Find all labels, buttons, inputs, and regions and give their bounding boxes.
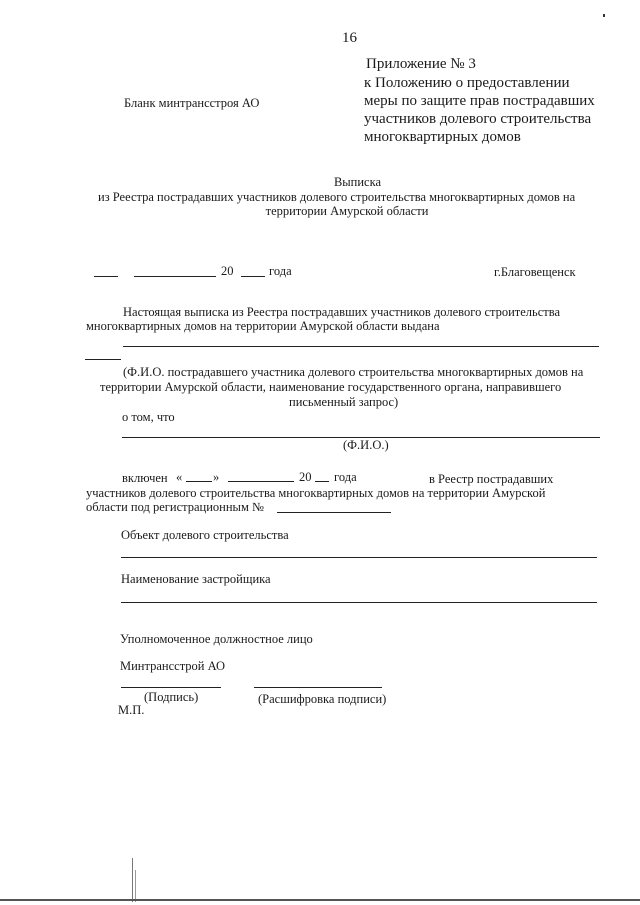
recipient-blank	[123, 346, 599, 347]
inclusion-year-suffix: года	[334, 470, 357, 484]
inclusion-day-blank	[186, 481, 212, 482]
caption-line: (Ф.И.О. пострадавшего участника долевого строительства многоквартирных домов на	[123, 365, 584, 379]
caption-line: письменный запрос)	[289, 395, 399, 409]
year-prefix: 20	[221, 264, 234, 278]
appendix-title: Приложение № 3	[366, 56, 476, 72]
appendix-line: к Положению о предоставлении	[364, 75, 570, 91]
official-label: Уполномоченное должностное лицо	[120, 632, 313, 646]
year-suffix: года	[269, 264, 292, 278]
decoding-caption: (Расшифровка подписи)	[258, 692, 387, 706]
appendix-line: участников долевого строительства	[364, 111, 592, 127]
inclusion-month-blank	[228, 481, 294, 482]
included-word: включен	[122, 471, 168, 485]
page-number: 16	[342, 30, 357, 46]
signature-blank	[121, 687, 221, 688]
inclusion-year-blank	[315, 481, 329, 482]
about-label: о том, что	[122, 410, 175, 424]
city: г.Благовещенск	[494, 265, 576, 279]
caption-line: территории Амурской области, наименование государственного органа, направившего	[100, 380, 562, 394]
registration-number-blank	[277, 512, 391, 513]
year-blank	[241, 276, 265, 277]
scan-mark	[135, 870, 136, 902]
signature-caption: (Подпись)	[144, 690, 199, 704]
day-blank	[94, 276, 118, 277]
decoding-blank	[254, 687, 382, 688]
heading-line: из Реестра пострадавших участников долевого строительства многоквартирных домов на	[98, 190, 576, 204]
month-blank	[134, 276, 216, 277]
fio-caption: (Ф.И.О.)	[343, 438, 389, 452]
registry-text: в Реестр пострадавших	[429, 472, 554, 486]
scan-bottom-edge	[0, 899, 640, 901]
close-quote: »	[213, 470, 220, 484]
appendix-line: многоквартирных домов	[364, 129, 521, 145]
open-quote: «	[176, 470, 183, 484]
object-label: Объект долевого строительства	[121, 528, 289, 542]
developer-label: Наименование застройщика	[121, 572, 271, 586]
recipient-blank-short	[85, 359, 121, 360]
stamp-label: М.П.	[118, 703, 145, 717]
scan-speck	[603, 14, 605, 17]
blank-label: Бланк минтрансстроя АО	[124, 96, 260, 110]
heading-line: территории Амурской области	[265, 204, 429, 218]
developer-blank	[121, 602, 597, 603]
object-blank	[121, 557, 597, 558]
intro-line: Настоящая выписка из Реестра пострадавших участников долевого строительства	[123, 305, 561, 319]
inclusion-line: участников долевого строительства многоквартирных домов на территории Амурской	[86, 486, 546, 500]
document-title: Выписка	[333, 175, 382, 189]
ministry-label: Минтрансстрой АО	[120, 659, 226, 673]
intro-line: многоквартирных домов на территории Амурской области выдана	[86, 319, 440, 333]
appendix-line: меры по защите прав пострадавших	[364, 93, 595, 109]
scan-mark	[132, 858, 133, 902]
inclusion-line: области под регистрационным №	[86, 500, 264, 514]
inclusion-year-prefix: 20	[299, 470, 312, 484]
